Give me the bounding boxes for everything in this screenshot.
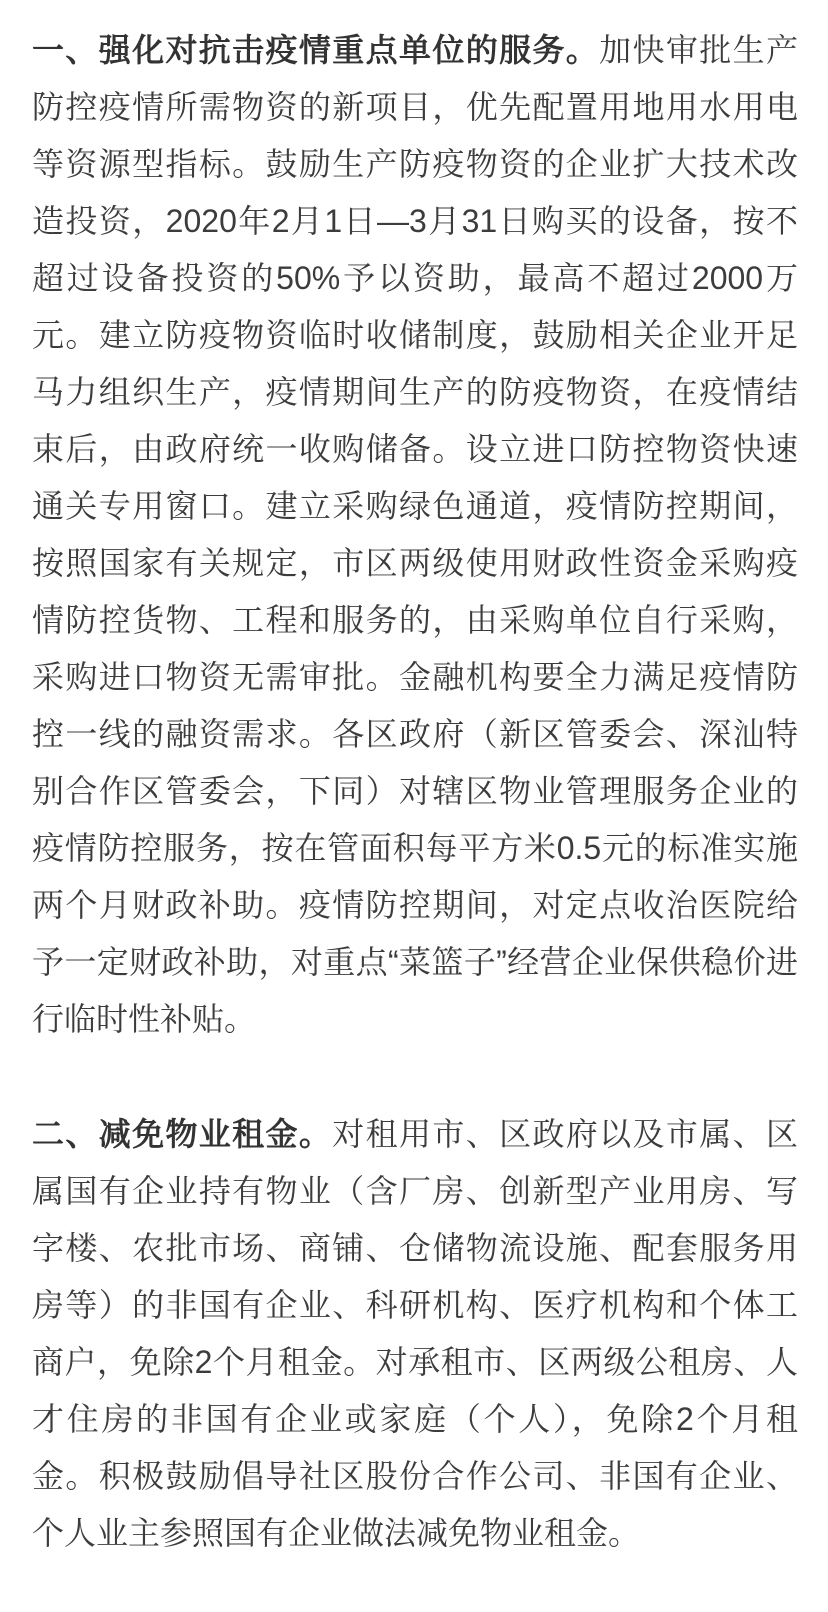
paragraph-2-text: 对租用市、区政府以及市属、区属国有企业持有物业（含厂房、创新型产业用房、写字楼、农批市场、商铺、仓储物流设施、配套服务用房等）的非国有企业、科研机构、医疗机构和个体工商户，免除2个月租金。对承租市、区两级公租房、人才住房的非国有企业或家庭（个人），免除2个月租金。积极鼓励倡导社区股份合作公司、非国有企业、个人业主参照国有企业做法减免物业租金。 (32, 1116, 798, 1551)
paragraph-1-lead: 一、强化对抗击疫情重点单位的服务。 (32, 32, 600, 68)
policy-paragraph-service (32, 22, 798, 1048)
paragraph-2-lead: 二、减免物业租金。 (32, 1116, 333, 1152)
policy-paragraph-rent (32, 1106, 798, 1562)
paragraph-1-text: 加快审批生产防控疫情所需物资的新项目，优先配置用地用水用电等资源型指标。鼓励生产防疫物资的企业扩大技术改造投资，2020年2月1日—3月31日购买的设备，按不超过设备投资的50%予以资助，最高不超过2000万元。建立防疫物资临时收储制度，鼓励相关企业开足马力组织生产，疫情期间生产的防疫物资，在疫情结束后，由政府统一收购储备。设立进口防控物资快速通关专用窗口。建立采购绿色通道，疫情防控期间，按照国家有关规定，市区两级使用财政性资金采购疫情防控货物、工程和服务的，由采购单位自行采购，采购进口物资无需审批。金融机构要全力满足疫情防控一线的融资需求。各区政府（新区管委会、深汕特别合作区管委会，下同）对辖区物业管理服务企业的疫情防控服务，按在管面积每平方米0.5元的标准实施两个月财政补助。疫情防控期间，对定点收治医院给予一定财政补助，对重点“菜篮子”经营企业保供稳价进行临时性补贴。 (32, 32, 798, 1037)
